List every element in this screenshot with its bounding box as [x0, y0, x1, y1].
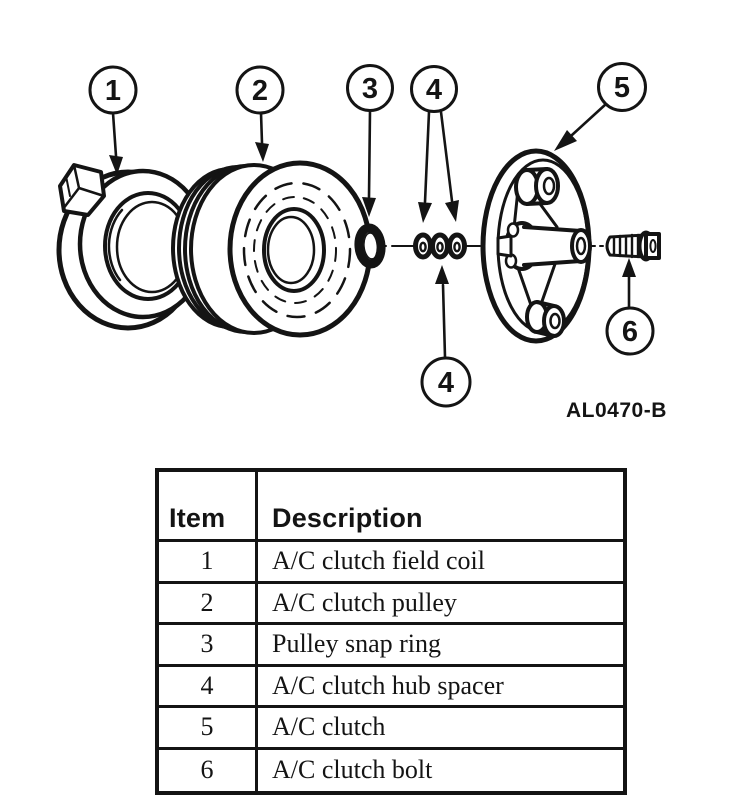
callout-arrow-5 — [554, 104, 606, 151]
clutch-drawing — [483, 151, 590, 341]
item-number-cell: 5 — [159, 708, 258, 750]
item-description-cell: A/C clutch field coil — [258, 542, 623, 584]
callout-badge-4-bottom — [422, 358, 470, 406]
svg-text:6: 6 — [621, 316, 639, 348]
svg-text:5: 5 — [613, 72, 631, 104]
hub-spacers-drawing — [416, 235, 465, 257]
item-number-cell: 4 — [159, 667, 258, 709]
svg-text:4: 4 — [425, 74, 443, 106]
item-description-cell: A/C clutch hub spacer — [258, 667, 623, 709]
item-description-cell: Pulley snap ring — [258, 625, 623, 667]
item-number-cell: 6 — [159, 750, 258, 792]
bolt-drawing — [607, 233, 659, 260]
item-number-cell: 3 — [159, 625, 258, 667]
pulley-drawing — [173, 163, 370, 335]
callout-badge-6 — [607, 308, 653, 354]
callout-arrow-4-left — [418, 112, 432, 223]
callout-arrow-4-bottom — [435, 265, 449, 357]
item-number-cell: 2 — [159, 584, 258, 626]
callout-arrow-2 — [255, 113, 269, 162]
svg-text:4: 4 — [437, 367, 455, 399]
callout-arrow-3 — [362, 111, 376, 217]
callout-badge-3 — [348, 66, 393, 111]
svg-text:1: 1 — [104, 75, 122, 107]
callout-badge-5 — [599, 64, 646, 111]
parts-table — [155, 468, 627, 795]
column-header-item: Item — [159, 472, 258, 542]
callout-badge-4-top — [412, 67, 457, 112]
snap-ring-drawing — [357, 227, 382, 265]
figure-code-label: AL0470-B — [566, 399, 667, 422]
svg-text:2: 2 — [251, 75, 269, 107]
callout-arrow-6 — [622, 258, 636, 308]
column-header-description: Description — [258, 472, 623, 542]
svg-text:3: 3 — [361, 73, 379, 105]
item-description-cell: A/C clutch pulley — [258, 584, 623, 626]
item-description-cell: A/C clutch — [258, 708, 623, 750]
item-number-cell: 1 — [159, 542, 258, 584]
callout-arrow-1 — [109, 113, 123, 175]
callout-badge-1 — [90, 67, 136, 113]
item-description-cell: A/C clutch bolt — [272, 755, 433, 785]
callout-arrow-4-right — [441, 112, 459, 222]
callout-badge-2 — [237, 67, 283, 113]
